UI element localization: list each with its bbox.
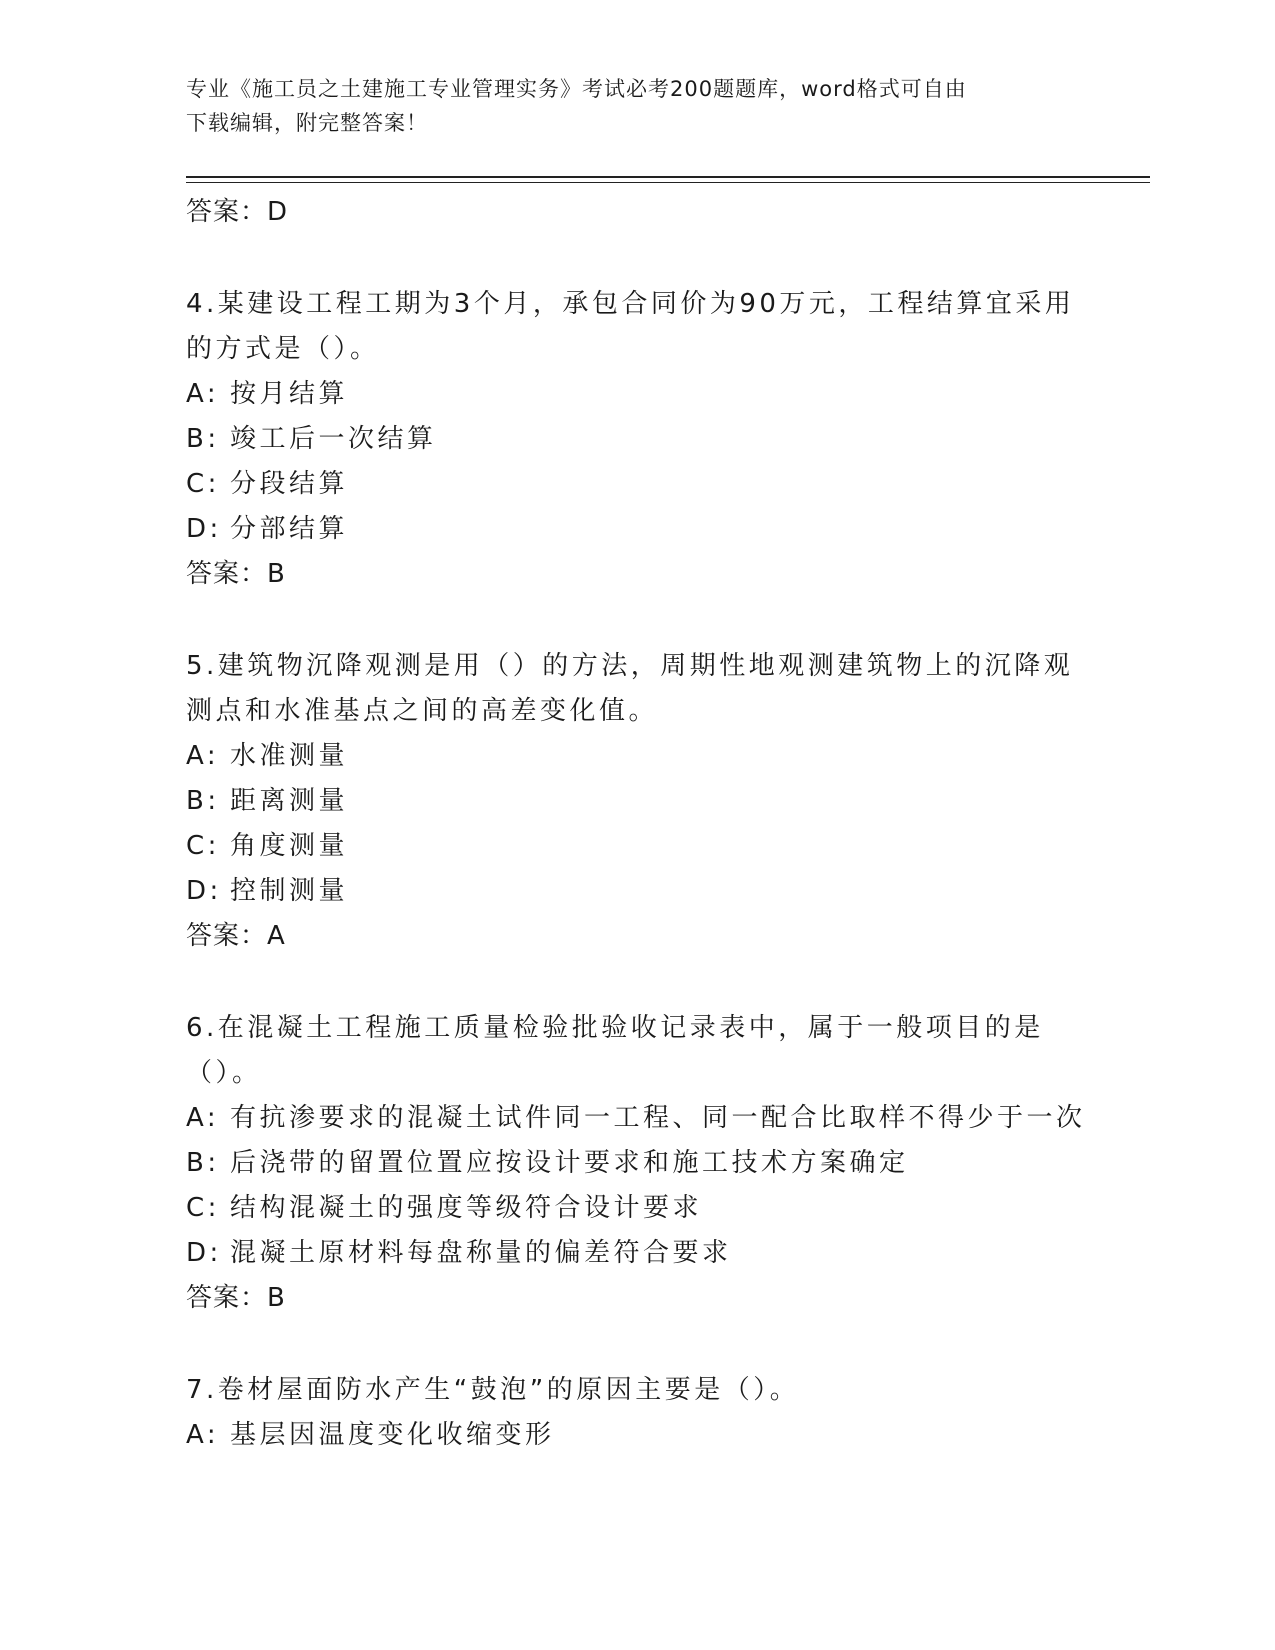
question-stem: 5.建筑物沉降观测是用（）的方法，周期性地观测建筑物上的沉降观测点和水准基点之间的高差变化值。 [186,651,1074,726]
option-key: C: [186,1193,220,1223]
option-key: D: [186,1238,222,1268]
option-text: 结构混凝土的强度等级符合设计要求 [230,1193,703,1223]
option-c [186,462,1086,507]
option-key: A: [186,741,220,771]
option-b [186,779,1086,824]
option-text: 后浇带的留置位置应按设计要求和施工技术方案确定 [230,1148,909,1178]
header-line-2: 下载编辑，附完整答案！ [186,111,428,135]
option-key: B: [186,424,220,454]
option-key: B: [186,1148,220,1178]
option-key: A: [186,379,220,409]
question-stem: 7.卷材屋面防水产生“鼓泡”的原因主要是（）。 [186,1375,800,1405]
option-key: D: [186,876,222,906]
option-text: 基层因温度变化收缩变形 [230,1420,555,1450]
option-key: A: [186,1103,220,1133]
question-list [186,190,1086,1458]
option-text: 水准测量 [230,741,349,771]
option-a [186,734,1086,779]
option-key: D: [186,514,222,544]
answer-line: 答案：B [186,1283,286,1313]
option-a [186,1096,1086,1141]
option-text: 分段结算 [230,469,349,499]
question-6 [186,1006,1086,1320]
answer-line: 答案：B [186,559,286,589]
option-c [186,1186,1086,1231]
option-a [186,1413,1086,1458]
answer-line: 答案：A [186,921,286,951]
option-text: 角度测量 [230,831,349,861]
option-text: 分部结算 [230,514,349,544]
question-5 [186,644,1086,958]
option-key: C: [186,469,220,499]
option-d [186,507,1086,552]
question-stem: 4.某建设工程工期为3个月，承包合同价为90万元，工程结算宜采用的方式是（）。 [186,289,1075,364]
option-b [186,417,1086,462]
header-line-1: 专业《施工员之土建施工专业管理实务》考试必考200题题库，word格式可自由 [186,77,967,101]
question-7 [186,1368,1086,1458]
option-text: 有抗渗要求的混凝土试件同一工程、同一配合比取样不得少于一次 [230,1103,1086,1133]
option-key: A: [186,1420,220,1450]
document-header [186,72,1086,140]
answer-line: 答案：D [186,197,289,227]
option-d [186,1231,1086,1276]
option-d [186,869,1086,914]
question-4 [186,282,1086,596]
option-b [186,1141,1086,1186]
option-text: 按月结算 [230,379,349,409]
option-text: 竣工后一次结算 [230,424,437,454]
option-text: 混凝土原材料每盘称量的偏差符合要求 [230,1238,732,1268]
header-divider-thin [186,182,1150,183]
option-c [186,824,1086,869]
option-key: C: [186,831,220,861]
option-a [186,372,1086,417]
option-text: 控制测量 [230,876,349,906]
option-text: 距离测量 [230,786,349,816]
option-key: B: [186,786,220,816]
question-stem: 6.在混凝土工程施工质量检验批验收记录表中，属于一般项目的是（）。 [186,1013,1044,1088]
header-divider-thick [186,176,1150,178]
